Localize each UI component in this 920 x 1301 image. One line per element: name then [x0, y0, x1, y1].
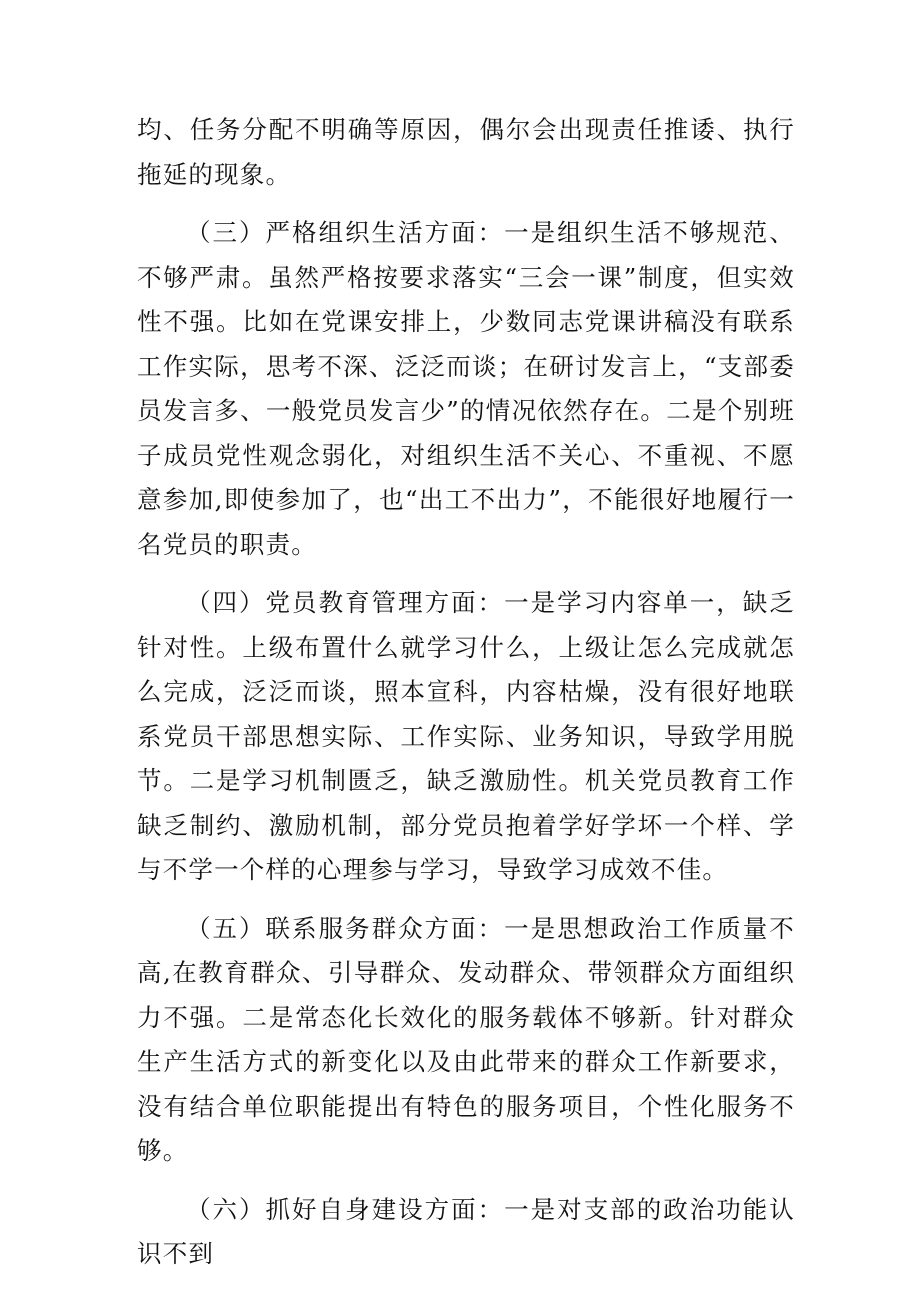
paragraph-member-education: （四）党员教育管理方面：一是学习内容单一，缺乏针对性。上级布置什么就学习什么，上级让怎么完成就怎么完成，泛泛而谈，照本宣科，内容枯燥，没有很好地联系党员干部思想实际、工作实际、业务知识，导致学用脱节。二是学习机制匮乏，缺乏激励性。机关党员教育工作缺乏制约、激励机制，部分党员抱着学好学坏一个样、学与不学一个样的心理参与学习，导致学习成效不佳。 — [137, 588, 795, 884]
paragraph-self-construction: （六）抓好自身建设方面：一是对支部的政治功能认识不到 — [137, 1194, 795, 1268]
paragraph-organizational-life: （三）严格组织生活方面：一是组织生活不够规范、不够严肃。虽然严格按要求落实“三会一课”制度，但实效性不强。比如在党课安排上，少数同志党课讲稿没有联系工作实际，思考不深、泛泛而谈；在研讨发言上，“支部委员发言多、一般党员发言少”的情况依然存在。二是个别班子成员党性观念弱化，对组织生活不关心、不重视、不愿意参加,即使参加了，也“出工不出力”，不能很好地履行一名党员的职责。 — [137, 218, 795, 559]
document-body — [137, 108, 795, 1291]
paragraph-serving-masses: （五）联系服务群众方面：一是思想政治工作质量不高,在教育群众、引导群众、发动群众、带领群众方面组织力不强。二是常态化长效化的服务载体不够新。针对群众生产生活方式的新变化以及由此带来的群众工作新要求，没有结合单位职能提出有特色的服务项目，个性化服务不够。 — [137, 913, 795, 1165]
paragraph-continuation: 均、任务分配不明确等原因，偶尔会出现责任推诿、执行拖延的现象。 — [137, 115, 795, 189]
